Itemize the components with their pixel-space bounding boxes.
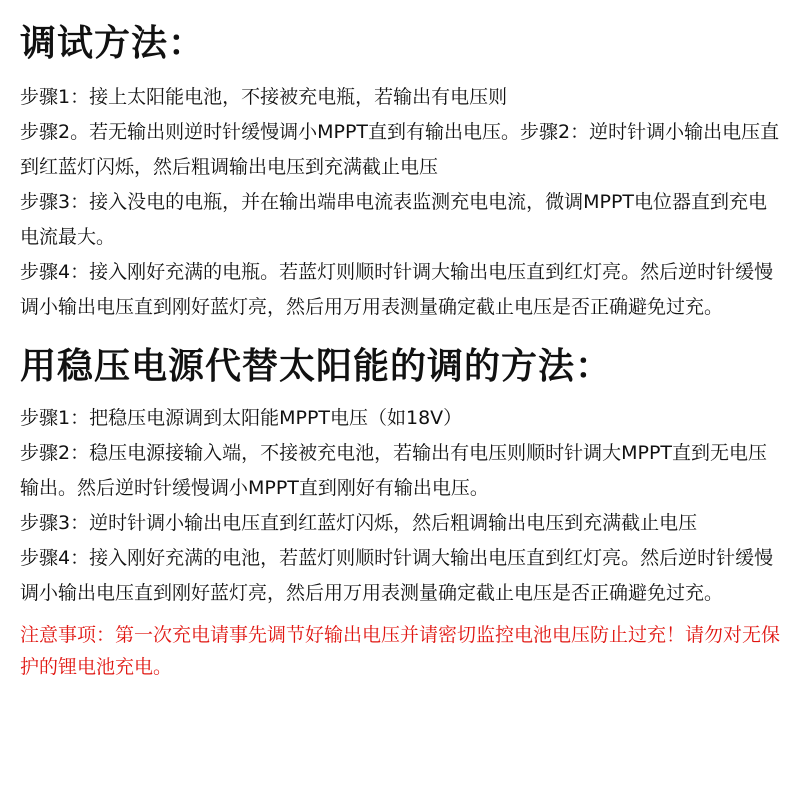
supply-step-1: 步骤1：把稳压电源调到太阳能MPPT电压（如18V） bbox=[20, 407, 463, 429]
section-title-regulated-supply-method: 用稳压电源代替太阳能的调的方法： bbox=[20, 346, 613, 387]
debug-step-3: 步骤3：接入没电的电瓶，并在输出端串电流表监测充电电流，微调MPPT电位器直到充电电流最大。 bbox=[20, 191, 768, 248]
section-title-debug-method: 调试方法： bbox=[20, 23, 206, 64]
debug-step-2: 步骤2。若无输出则逆时针缓慢调小MPPT直到有输出电压。步骤2：逆时针调小输出电压直到红蓝灯闪烁，然后粗调输出电压到充满截止电压 bbox=[20, 121, 780, 178]
safety-notice: 注意事项：第一次充电请事先调节好输出电压并请密切监控电池电压防止过充！请勿对无保护的锂电池充电。 bbox=[20, 624, 781, 678]
supply-step-3: 步骤3：逆时针调小输出电压直到红蓝灯闪烁，然后粗调输出电压到充满截止电压 bbox=[20, 512, 698, 534]
supply-step-4: 步骤4：接入刚好充满的电池，若蓝灯则顺时针调大输出电压直到红灯亮。然后逆时针缓慢调小输出电压直到刚好蓝灯亮，然后用万用表测量确定截止电压是否正确避免过充。 bbox=[20, 547, 774, 604]
supply-step-2: 步骤2：稳压电源接输入端，不接被充电池，若输出有电压则顺时针调大MPPT直到无电压输出。然后逆时针缓慢调小MPPT直到刚好有输出电压。 bbox=[20, 442, 768, 499]
debug-step-1: 步骤1：接上太阳能电池，不接被充电瓶，若输出有电压则 bbox=[20, 86, 508, 108]
debug-step-4: 步骤4：接入刚好充满的电瓶。若蓝灯则顺时针调大输出电压直到红灯亮。然后逆时针缓慢调小输出电压直到刚好蓝灯亮，然后用万用表测量确定截止电压是否正确避免过充。 bbox=[20, 261, 774, 318]
